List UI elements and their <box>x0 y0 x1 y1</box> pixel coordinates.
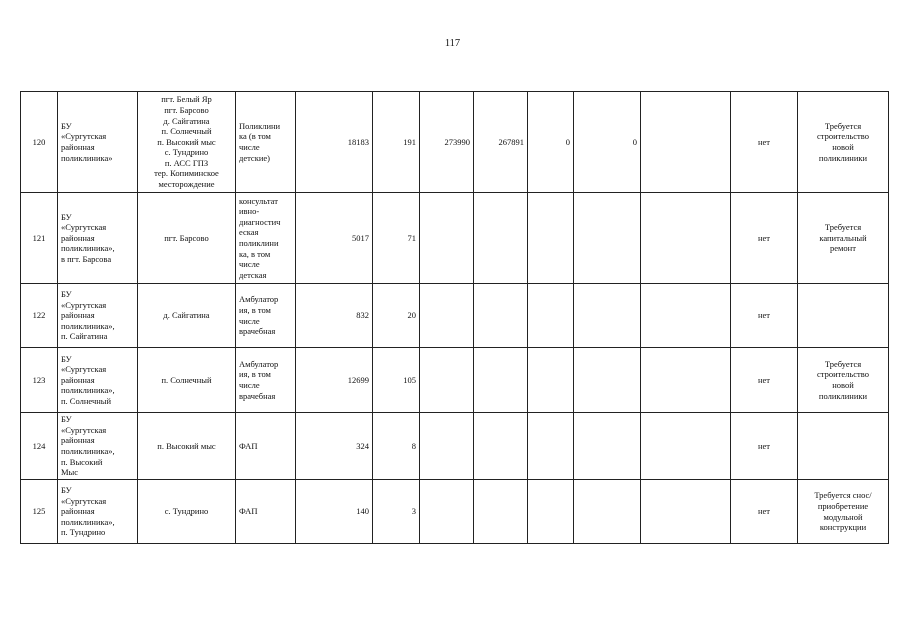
value-cell <box>574 284 641 348</box>
value-cell <box>641 284 731 348</box>
value-cell <box>474 193 528 284</box>
value-cell: 3 <box>373 480 420 544</box>
facility-type: консультат ивно- диагностич еская поликлини ка, в том числе детская <box>239 195 281 280</box>
value-cell <box>474 480 528 544</box>
table-row <box>21 348 889 413</box>
value-cell: 267891 <box>474 92 528 193</box>
value-cell: 273990 <box>420 92 474 193</box>
value-cell <box>574 193 641 284</box>
status-cell: нет <box>731 480 798 544</box>
value-cell <box>641 413 731 480</box>
status-cell: нет <box>731 413 798 480</box>
table-row <box>21 480 889 544</box>
location: п. Солнечный <box>161 374 212 385</box>
value-cell <box>641 193 731 284</box>
value-cell <box>574 413 641 480</box>
note: Требуется строительство новой поликлиники <box>817 358 869 401</box>
status-cell: нет <box>731 92 798 193</box>
status-cell: нет <box>731 193 798 284</box>
row-number: 120 <box>21 92 58 193</box>
value-cell <box>641 92 731 193</box>
institution-name: БУ «Сургутская районная поликлиника», в пгт. Барсова <box>61 211 115 264</box>
institution-name: БУ «Сургутская районная поликлиника», п. Сайгатина <box>61 289 115 342</box>
status-cell: нет <box>731 284 798 348</box>
location: с. Тундрино <box>164 506 209 517</box>
value-cell: 71 <box>373 193 420 284</box>
value-cell <box>420 348 474 413</box>
value-cell: 832 <box>296 284 373 348</box>
value-cell <box>528 413 574 480</box>
row-number: 123 <box>21 348 58 413</box>
value-cell: 5017 <box>296 193 373 284</box>
location: п. Высокий мыс <box>157 440 216 451</box>
value-cell: 0 <box>574 92 641 193</box>
value-cell <box>474 413 528 480</box>
institution-name: БУ «Сургутская районная поликлиника», п. Высокий Мыс <box>61 414 115 478</box>
row-number: 125 <box>21 480 58 544</box>
value-cell: 12699 <box>296 348 373 413</box>
value-cell <box>420 480 474 544</box>
value-cell: 0 <box>528 92 574 193</box>
value-cell <box>528 480 574 544</box>
value-cell: 140 <box>296 480 373 544</box>
value-cell <box>528 284 574 348</box>
table-row <box>21 193 889 284</box>
table-row <box>21 284 889 348</box>
value-cell <box>641 348 731 413</box>
note: Требуется строительство новой поликлиники <box>817 120 869 163</box>
note: Требуется снос/ приобретение модульной конструкции <box>814 490 872 533</box>
facilities-table <box>20 91 889 544</box>
value-cell <box>474 348 528 413</box>
institution-name: БУ «Сургутская районная поликлиника» <box>61 120 113 163</box>
institution-name: БУ «Сургутская районная поликлиника», п. Тундрино <box>61 485 115 538</box>
note: Требуется капитальный ремонт <box>819 222 867 254</box>
row-number: 121 <box>21 193 58 284</box>
row-number: 124 <box>21 413 58 480</box>
value-cell <box>420 284 474 348</box>
facility-type: Поликлини ка (в том числе детские) <box>239 120 281 163</box>
facility-type: ФАП <box>239 440 258 451</box>
value-cell: 191 <box>373 92 420 193</box>
value-cell: 20 <box>373 284 420 348</box>
value-cell <box>574 348 641 413</box>
facility-type: Амбулатор ия, в том числе врачебная <box>239 294 279 337</box>
value-cell: 105 <box>373 348 420 413</box>
status-cell: нет <box>731 348 798 413</box>
page-number: 117 <box>444 38 461 49</box>
value-cell <box>641 480 731 544</box>
table-row <box>21 92 889 193</box>
value-cell <box>528 348 574 413</box>
value-cell <box>474 284 528 348</box>
value-cell <box>420 413 474 480</box>
location: пгт. Барсово <box>164 232 209 243</box>
facility-type: Амбулатор ия, в том числе врачебная <box>239 358 279 401</box>
value-cell <box>574 480 641 544</box>
table-row <box>21 413 889 480</box>
row-number: 122 <box>21 284 58 348</box>
value-cell: 8 <box>373 413 420 480</box>
value-cell <box>528 193 574 284</box>
location: пгт. Белый Яр пгт. Барсово д. Сайгатина п. Солнечный п. Высокий мыс с. Тундрино п. АСС ГПЗ тер. Копиминское месторождение <box>154 94 219 190</box>
location: д. Сайгатина <box>163 310 210 321</box>
facility-type: ФАП <box>239 506 258 517</box>
value-cell: 324 <box>296 413 373 480</box>
value-cell: 18183 <box>296 92 373 193</box>
institution-name: БУ «Сургутская районная поликлиника», п. Солнечный <box>61 353 115 406</box>
value-cell <box>420 193 474 284</box>
